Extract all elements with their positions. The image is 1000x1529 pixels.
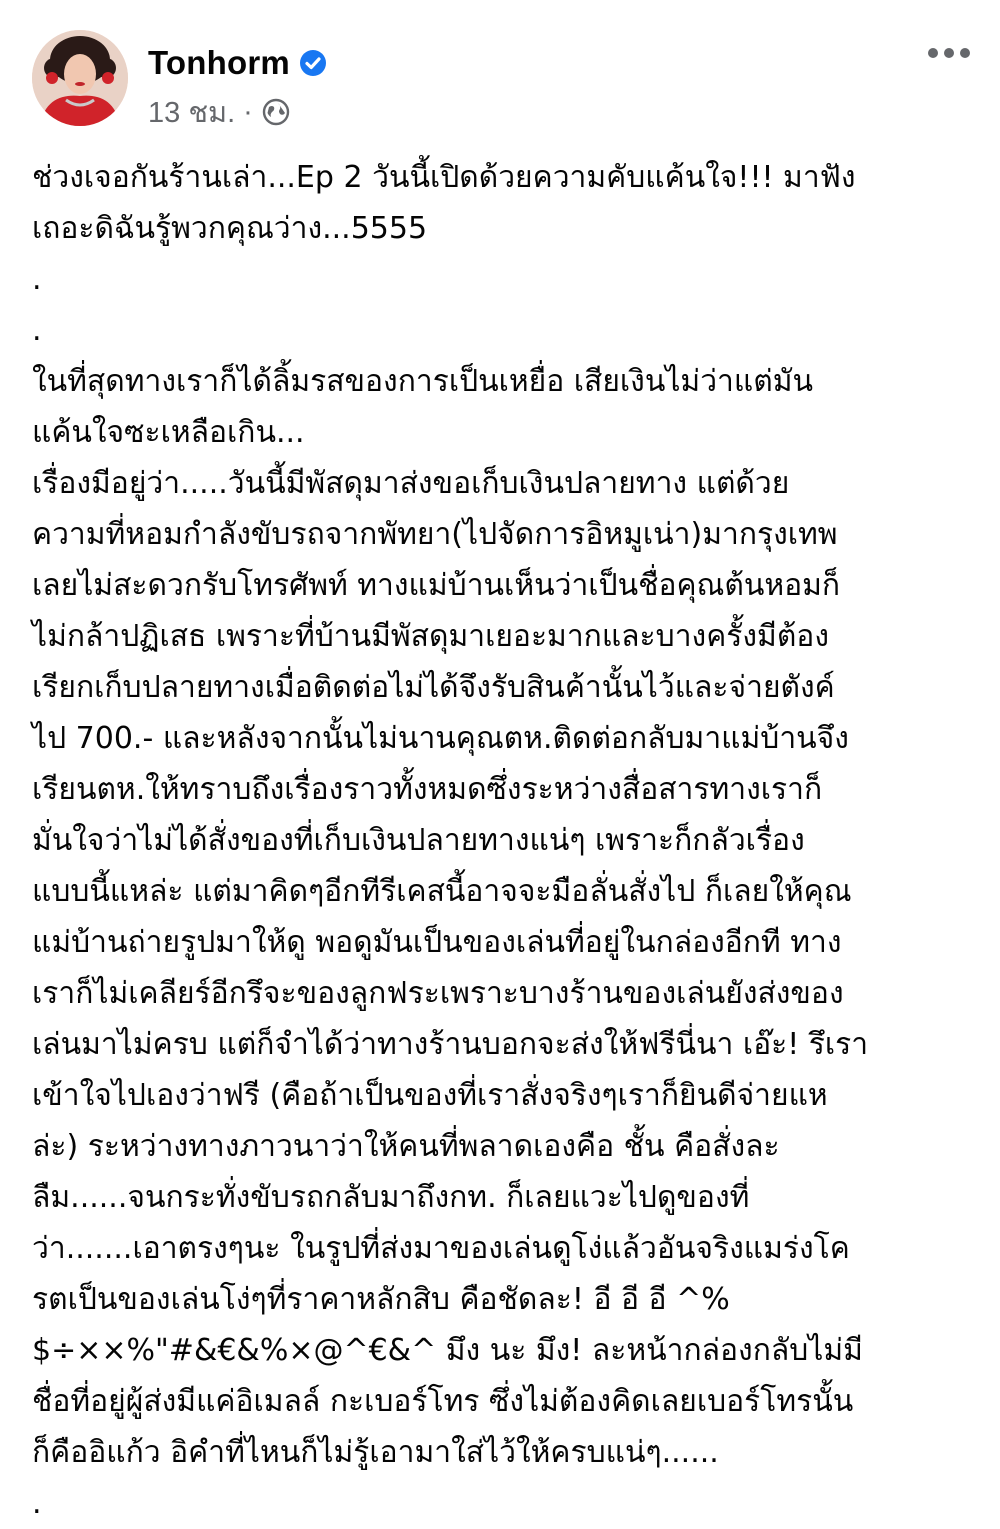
avatar[interactable] bbox=[32, 30, 128, 126]
meta-separator: · bbox=[243, 95, 253, 128]
post-meta bbox=[148, 94, 291, 130]
post-text-line: ความที่หอมกำลังขับรถจากพัทยา(ไปจัดการอิหมูเน่า)มากรุงเทพ bbox=[32, 517, 838, 552]
post-text-line: . bbox=[32, 313, 42, 348]
post-text-line: . bbox=[32, 1486, 42, 1521]
post-text-line: ไม่กล้าปฏิเสธ เพราะที่บ้านมีพัสดุมาเยอะมากและบางครั้งมีต้อง bbox=[32, 619, 829, 654]
post-text-line: แบบนี้แหล่ะ แต่มาคิดๆอีกทีรีเคสนี้อาจจะมือลั่นสั่งไป ก็เลยให้คุณ bbox=[32, 874, 852, 909]
post-text-line: ก็คืออิแก้ว อิคำที่ไหนก็ไม่รู้เอามาใส่ไว้ให้ครบแน่ๆ...... bbox=[32, 1435, 719, 1470]
author-name[interactable]: Tonhorm bbox=[148, 44, 290, 81]
post-text-line: แม่บ้านถ่ายรูปมาให้ดู พอดูมันเป็นของเล่นที่อยู่ในกล่องอีกที ทาง bbox=[32, 925, 842, 960]
post-text-line: เล่นมาไม่ครบ แต่ก็จำได้ว่าทางร้านบอกจะส่งให้ฟรีนี่นา เอ๊ะ! รึเรา bbox=[32, 1027, 869, 1062]
post-text-line: ว่า.......เอาตรงๆนะ ในรูปที่ส่งมาของเล่นดูโง่แล้วอันจริงแมร่งโค bbox=[32, 1231, 850, 1266]
post-text-line: ไป 700.- และหลังจากนั้นไม่นานคุณตห.ติดต่อกลับมาแม่บ้านจึง bbox=[32, 721, 849, 756]
post-text-line: เรียนตห.ให้ทราบถึงเรื่องราวทั้งหมดซึ่งระหว่างสื่อสารทางเราก็ bbox=[32, 772, 823, 807]
post-text-line: . bbox=[32, 262, 42, 297]
post-text-line: เลยไม่สะดวกรับโทรศัพท์ ทางแม่บ้านเห็นว่าเป็นชื่อคุณต้นหอมก็ bbox=[32, 568, 841, 603]
post-text-line: เถอะดิฉันรู้พวกคุณว่าง...5555 bbox=[32, 211, 428, 246]
post-text-line: ในที่สุดทางเราก็ได้ลิ้มรสของการเป็นเหยื่อ เสียเงินไม่ว่าแต่มัน bbox=[32, 364, 813, 399]
post-body-text bbox=[32, 152, 972, 1529]
post-text-line: ชื่อที่อยู่ผู้ส่งมีแค่อิเมลล์ กะเบอร์โทร ซึ่งไม่ต้องคิดเลยเบอร์โทรนั้น bbox=[32, 1384, 854, 1419]
post-text-line: แค้นใจซะเหลือเกิน... bbox=[32, 415, 305, 450]
post-header bbox=[32, 30, 972, 130]
post-text-line: เราก็ไม่เคลียร์อีกรึจะของลูกฟระเพราะบางร้านของเล่นยังส่งของ bbox=[32, 976, 844, 1011]
post-text-line: มั่นใจว่าไม่ได้สั่งของที่เก็บเงินปลายทางแน่ๆ เพราะก็กลัวเรื่อง bbox=[32, 823, 805, 858]
post-text-line: ช่วงเจอกันร้านเล่า...Ep 2 วันนี้เปิดด้วยความคับแค้นใจ!!! มาฟัง bbox=[32, 160, 856, 195]
more-options-icon[interactable] bbox=[926, 42, 972, 64]
post-text-line: ลืม......จนกระทั่งขับรถกลับมาถึงกท. ก็เลยแวะไปดูของที่ bbox=[32, 1180, 750, 1215]
globe-icon bbox=[261, 97, 291, 127]
post-text-line: $÷××%"#&€&%×@^€&^ มึง นะ มึง! ละหน้ากล่องกลับไม่มี bbox=[32, 1333, 863, 1368]
post-text-line: เข้าใจไปเองว่าฟรี (คือถ้าเป็นของที่เราสั่งจริงๆเราก็ยินดีจ่ายแห bbox=[32, 1078, 828, 1113]
avatar-image bbox=[32, 30, 128, 126]
post-text-line: รตเป็นของเล่นโง่ๆที่ราคาหลักสิบ คือชัดละ! อี อี อี ^% bbox=[32, 1282, 730, 1317]
post-text-line: เรียกเก็บปลายทางเมื่อติดต่อไม่ได้จึงรับสินค้านั้นไว้และจ่ายตังค์ bbox=[32, 670, 835, 705]
post-text-line: เรื่องมีอยู่ว่า.....วันนี้มีพัสดุมาส่งขอเก็บเงินปลายทาง แต่ด้วย bbox=[32, 466, 790, 501]
author-row bbox=[148, 42, 328, 84]
post-text-line: ล่ะ) ระหว่างทางภาวนาว่าให้คนที่พลาดเองคือ ชั้น คือสั่งละ bbox=[32, 1129, 780, 1164]
verified-badge-icon bbox=[298, 48, 328, 78]
post-timestamp[interactable]: 13 ชม. bbox=[148, 97, 236, 129]
